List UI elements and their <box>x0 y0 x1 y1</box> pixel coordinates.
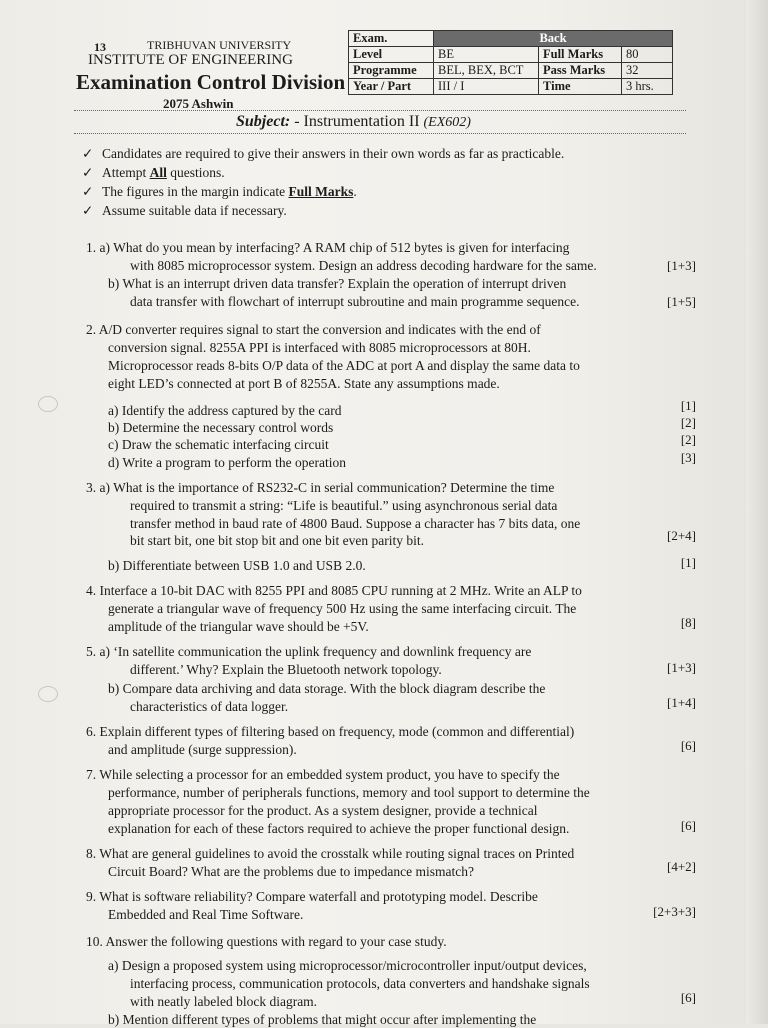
pass-marks-label: Pass Marks <box>539 63 622 79</box>
checkmark-icon: ✓ <box>82 184 94 199</box>
subject-name: - Instrumentation II <box>294 113 420 130</box>
marks: [2] <box>680 415 696 430</box>
marks: [8] <box>680 615 696 630</box>
question-9-line: Embedded and Real Time Software. <box>108 907 304 922</box>
year-part-value: III / I <box>434 79 539 95</box>
question-2-line: eight LED’s connected at port B of 8255A. State any assumptions made. <box>108 376 500 391</box>
question-2-line: Microprocessor reads 8-bits O/P data of the ADC at port A and display the same data to <box>108 358 580 373</box>
marks: [1+4] <box>667 695 696 710</box>
marks: [1+3] <box>667 660 696 675</box>
question-6-line: and amplitude (surge suppression). <box>108 742 297 757</box>
question-10a-line: a) Design a proposed system using microprocessor/microcontroller input/output devices, <box>108 958 587 973</box>
question-2a: a) Identify the address captured by the card <box>108 403 342 418</box>
pass-marks-value: 32 <box>622 63 673 79</box>
marks: [6] <box>680 818 696 833</box>
question-4-line: amplitude of the triangular wave should be +5V. <box>108 619 369 634</box>
instruction-item: ✓ Assume suitable data if necessary. <box>82 203 287 218</box>
question-10-line: 10. Answer the following questions with regard to your case study. <box>86 934 447 949</box>
subject-line <box>236 113 471 131</box>
question-3a-line: transfer method in baud rate of 4800 Baud. Suppose a character has 7 bits data, one <box>130 516 581 531</box>
page-number: 13 <box>94 40 106 54</box>
marks: [2+3+3] <box>653 904 696 919</box>
question-10a-line: with neatly labeled block diagram. <box>130 994 318 1009</box>
full-marks-label: Full Marks <box>539 47 622 63</box>
university-name: TRIBHUVAN UNIVERSITY <box>147 38 292 52</box>
question-2-line: 2. A/D converter requires signal to start the conversion and indicates with the end of <box>86 322 541 337</box>
question-2b: b) Determine the necessary control words <box>108 420 334 435</box>
marks: [4+2] <box>667 859 696 874</box>
marks: [2] <box>680 432 696 447</box>
checkmark-icon: ✓ <box>82 203 94 218</box>
question-5b-line: characteristics of data logger. <box>130 699 289 714</box>
marks: [1+3] <box>667 258 696 273</box>
question-4-line: 4. Interface a 10-bit DAC with 8255 PPI and 8085 CPU running at 2 MHz. Write an ALP to <box>86 583 582 598</box>
level-value: BE <box>434 47 539 63</box>
marks: [6] <box>680 990 696 1005</box>
programme-value: BEL, BEX, BCT <box>434 63 539 79</box>
marks: [2+4] <box>667 528 696 543</box>
question-2d: d) Write a program to perform the operation <box>108 455 346 470</box>
marks: [6] <box>680 738 696 753</box>
question-1b-line: data transfer with flowchart of interrupt subroutine and main programme sequence. <box>130 294 580 309</box>
marks: [1+5] <box>667 294 696 309</box>
checkmark-icon: ✓ <box>82 165 94 180</box>
divider <box>74 133 686 134</box>
question-1b-line: b) What is an interrupt driven data transfer? Explain the operation of interrupt driven <box>108 276 567 291</box>
punch-hole <box>38 396 58 412</box>
punch-hole <box>38 686 58 702</box>
paper-edge <box>746 0 768 1024</box>
question-5a-line: different.’ Why? Explain the Bluetooth network topology. <box>130 662 442 677</box>
question-5a-line: 5. a) ‘In satellite communication the uplink frequency and downlink frequency are <box>86 644 532 659</box>
question-3a-line: bit start bit, one bit stop bit and one bit even parity bit. <box>130 533 424 548</box>
question-3a-line: 3. a) What is the importance of RS232-C in serial communication? Determine the time <box>86 480 555 495</box>
question-4-line: generate a triangular wave of frequency 500 Hz using the same interfacing circuit. The <box>108 601 577 616</box>
exam-label: Exam. <box>349 31 434 47</box>
subject-label: Subject: <box>236 113 291 130</box>
instruction-item: ✓ Candidates are required to give their answers in their own words as far as practicable. <box>82 146 565 161</box>
institute-name: INSTITUTE OF ENGINEERING <box>88 52 293 68</box>
question-2-line: conversion signal. 8255A PPI is interfaced with 8085 microprocessors at 80H. <box>108 340 531 355</box>
question-8-line: Circuit Board? What are the problems due to impedance mismatch? <box>108 864 475 879</box>
division-name: Examination Control Division <box>76 70 346 94</box>
question-7-line: performance, number of peripherals functions, memory and tool support to determine the <box>108 785 590 800</box>
instruction-item: ✓ The figures in the margin indicate Full Marks. <box>82 184 357 199</box>
question-3b: b) Differentiate between USB 1.0 and USB 2.0. <box>108 558 366 573</box>
question-7-line: explanation for each of these factors required to achieve the proper functional design. <box>108 821 570 836</box>
question-10a-line: interfacing process, communication protocols, data converters and handshake signals <box>130 976 590 991</box>
question-8-line: 8. What are general guidelines to avoid the crosstalk while routing signal traces on Printed <box>86 846 575 861</box>
time-label: Time <box>539 79 622 95</box>
divider <box>74 110 686 111</box>
question-7-line: appropriate processor for the product. As a system designer, provide a technical <box>108 803 538 818</box>
subject-code: (EX602) <box>423 115 471 130</box>
instruction-item: ✓ Attempt All questions. <box>82 165 225 180</box>
marks: [1] <box>680 555 696 570</box>
question-7-line: 7. While selecting a processor for an embedded system product, you have to specify the <box>86 767 560 782</box>
question-1a-line: with 8085 microprocessor system. Design an address decoding hardware for the same. <box>130 258 597 273</box>
full-marks-value: 80 <box>622 47 673 63</box>
exam-value: Back <box>434 31 673 47</box>
year-part-label: Year / Part <box>349 79 434 95</box>
marks: [3] <box>680 450 696 465</box>
marks: [1] <box>680 398 696 413</box>
question-1a-line: 1. a) What do you mean by interfacing? A RAM chip of 512 bytes is given for interfacing <box>86 240 570 255</box>
question-9-line: 9. What is software reliability? Compare waterfall and prototyping model. Describe <box>86 889 538 904</box>
level-label: Level <box>349 47 434 63</box>
programme-label: Programme <box>349 63 434 79</box>
time-value: 3 hrs. <box>622 79 673 95</box>
exam-info-table <box>348 30 673 95</box>
question-6-line: 6. Explain different types of filtering based on frequency, mode (common and differential) <box>86 724 575 739</box>
question-10b-line: b) Mention different types of problems that might occur after implementing the <box>108 1012 537 1027</box>
checkmark-icon: ✓ <box>82 146 94 161</box>
question-3a-line: required to transmit a string: “Life is beautiful.” using asynchronous serial data <box>130 498 558 513</box>
exam-session: 2075 Ashwin <box>163 96 234 111</box>
question-2c: c) Draw the schematic interfacing circuit <box>108 437 329 452</box>
question-5b-line: b) Compare data archiving and data storage. With the block diagram describe the <box>108 681 546 696</box>
